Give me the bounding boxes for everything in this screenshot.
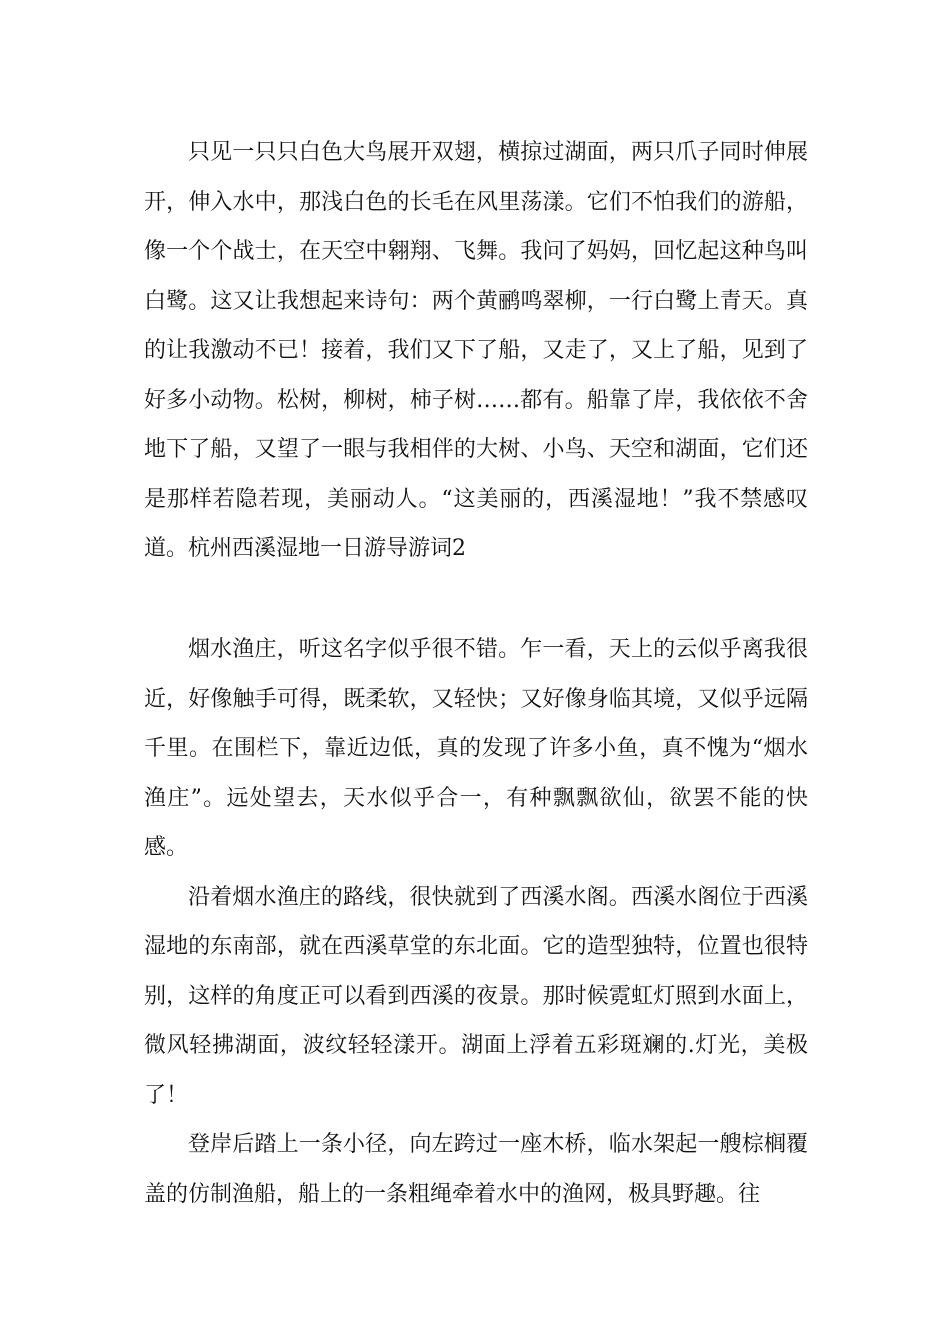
text-section-1 [144, 128, 808, 574]
paragraph: 烟水渔庄，听这名字似乎很不错。乍一看，天上的云似乎离我很近，好像触手可得，既柔软，又轻快；又好像身临其境，又似乎远隔千里。在围栏下，靠近边低，真的发现了许多小鱼，真不愧为“烟水渔庄”。远处望去，天水似乎合一，有种飘飘欲仙，欲罢不能的快感。 [144, 637, 808, 860]
paragraph: 登岸后踏上一条小径，向左跨过一座木桥，临水架起一艘棕榈覆盖的仿制渔船，船上的一条粗绳牵着水中的渔网，极具野趣。往 [144, 1132, 808, 1207]
text-section-2 [144, 625, 808, 1219]
paragraph: 只见一只只白色大鸟展开双翅，横掠过湖面，两只爪子同时伸展开，伸入水中，那浅白色的长毛在风里荡漾。它们不怕我们的游船，像一个个战士，在天空中翱翔、飞舞。我问了妈妈，回忆起这种鸟叫白鹭。这又让我想起来诗句：两个黄鹂鸣翠柳，一行白鹭上青天。真的让我激动不已！接着，我们又下了船，又走了，又上了船，见到了好多小动物。松树，柳树，柿子树……都有。船靠了岸，我依依不舍地下了船，又望了一眼与我相伴的大树、小鸟、天空和湖面，它们还是那样若隐若现，美丽动人。“这美丽的，西溪湿地！”我不禁感叹道。杭州西溪湿地一日游导游词2 [144, 140, 808, 561]
paragraph: 沿着烟水渔庄的路线，很快就到了西溪水阁。西溪水阁位于西溪湿地的东南部，就在西溪草堂的东北面。它的造型独特，位置也很特别，这样的角度正可以看到西溪的夜景。那时候霓虹灯照到水面上，微风轻拂湖面，波纹轻轻漾开。湖面上浮着五彩斑斓的.灯光，美极了！ [144, 884, 808, 1108]
